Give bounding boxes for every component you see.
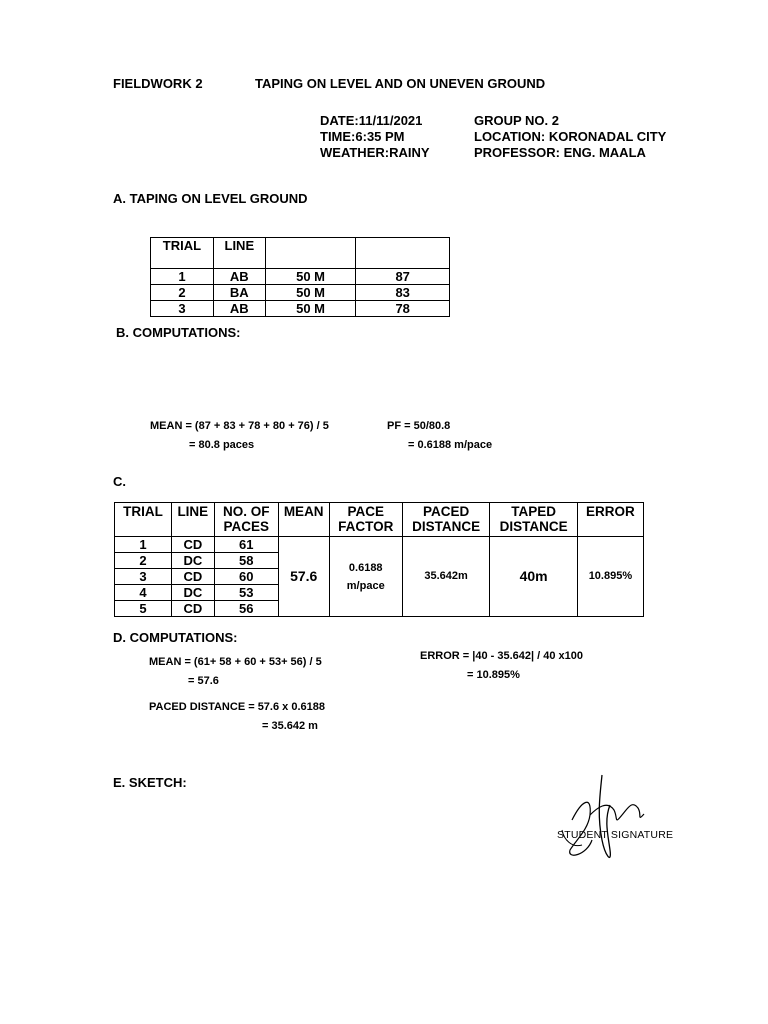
cell-trial: 2 — [115, 553, 172, 569]
table-header-row — [151, 238, 450, 269]
section-e-title: E. SKETCH: — [113, 775, 187, 790]
section-a-title: A. TAPING ON LEVEL GROUND — [113, 191, 308, 206]
cell-trial: 1 — [115, 537, 172, 553]
paced-distance-formula: PACED DISTANCE = 57.6 x 0.6188 — [149, 701, 325, 713]
header-trial: TRIAL — [115, 503, 172, 537]
table-row — [151, 269, 450, 285]
header-error: ERROR — [577, 503, 643, 537]
fieldwork-label: FIELDWORK 2 — [113, 76, 203, 91]
weather-field: WEATHER:RAINY — [320, 145, 430, 160]
mean-formula: MEAN = (87 + 83 + 78 + 80 + 76) / 5 — [150, 420, 329, 432]
section-b-title: B. COMPUTATIONS: — [116, 325, 241, 340]
time-field: TIME:6:35 PM — [320, 129, 405, 144]
cell-line: CD — [171, 601, 214, 617]
header-taped-distance: TAPED DISTANCE — [490, 503, 577, 537]
pace-factor-result: = 0.6188 m/pace — [408, 439, 493, 451]
student-signature-label: STUDENT SIGNATURE — [557, 829, 674, 841]
cell-line: DC — [171, 585, 214, 601]
error-formula: ERROR = |40 - 35.642| / 40 x100 — [420, 650, 584, 662]
professor-field: PROFESSOR: ENG. MAALA — [474, 145, 646, 160]
cell-paced-distance: 35.642m — [402, 537, 489, 617]
cell-line: BA — [213, 285, 265, 301]
group-field: GROUP NO. 2 — [474, 113, 560, 128]
cell-taped-distance: 40m — [490, 537, 577, 617]
pace-factor-formula: PF = 50/80.8 — [387, 420, 451, 432]
table-row — [151, 301, 450, 317]
cell-pace-factor — [329, 537, 402, 617]
cell-line: CD — [171, 537, 214, 553]
cell-paces: 83 — [356, 285, 450, 301]
header-paces — [356, 238, 450, 269]
paced-distance-result: = 35.642 m — [262, 720, 318, 732]
header-no-of-paces: NO. OF PACES — [214, 503, 278, 537]
cell-paces: 61 — [214, 537, 278, 553]
header-line: LINE — [213, 238, 265, 269]
location-field: LOCATION: KORONADAL CITY — [474, 129, 667, 144]
cell-line: DC — [171, 553, 214, 569]
cell-mean: 57.6 — [278, 537, 329, 617]
cell-trial: 3 — [151, 301, 214, 317]
cell-paces: 56 — [214, 601, 278, 617]
cell-paces: 58 — [214, 553, 278, 569]
cell-trial: 4 — [115, 585, 172, 601]
section-d-title: D. COMPUTATIONS: — [113, 630, 238, 645]
error-result: = 10.895% — [467, 669, 520, 681]
cell-line: CD — [171, 569, 214, 585]
cell-distance: 50 M — [265, 301, 356, 317]
cell-paces: 78 — [356, 301, 450, 317]
pace-factor-value: 0.6188 — [348, 561, 383, 574]
cell-error: 10.895% — [577, 537, 643, 617]
date-field: DATE:11/11/2021 — [320, 113, 423, 128]
table-row — [151, 285, 450, 301]
header-pace-factor: PACE FACTOR — [329, 503, 402, 537]
cell-trial: 2 — [151, 285, 214, 301]
cell-paces: 87 — [356, 269, 450, 285]
cell-trial: 3 — [115, 569, 172, 585]
uneven-ground-table — [114, 502, 644, 617]
table-row — [115, 537, 644, 553]
cell-paces: 53 — [214, 585, 278, 601]
cell-trial: 1 — [151, 269, 214, 285]
header-line: LINE — [171, 503, 214, 537]
cell-line: AB — [213, 269, 265, 285]
pace-factor-unit: m/pace — [346, 579, 385, 592]
header-trial: TRIAL — [151, 238, 214, 269]
header-paced-distance: PACED DISTANCE — [402, 503, 489, 537]
cell-trial: 5 — [115, 601, 172, 617]
table-header-row — [115, 503, 644, 537]
header-mean: MEAN — [278, 503, 329, 537]
level-ground-table — [150, 237, 450, 317]
cell-paces: 60 — [214, 569, 278, 585]
cell-distance: 50 M — [265, 285, 356, 301]
signature-scribble-icon — [552, 770, 672, 870]
document-title: TAPING ON LEVEL AND ON UNEVEN GROUND — [255, 76, 546, 91]
section-c-title: C. — [113, 474, 126, 489]
header-distance — [265, 238, 356, 269]
mean-result-d: = 57.6 — [188, 675, 219, 687]
cell-distance: 50 M — [265, 269, 356, 285]
cell-line: AB — [213, 301, 265, 317]
mean-result: = 80.8 paces — [189, 439, 255, 451]
mean-formula-d: MEAN = (61+ 58 + 60 + 53+ 56) / 5 — [149, 656, 322, 668]
